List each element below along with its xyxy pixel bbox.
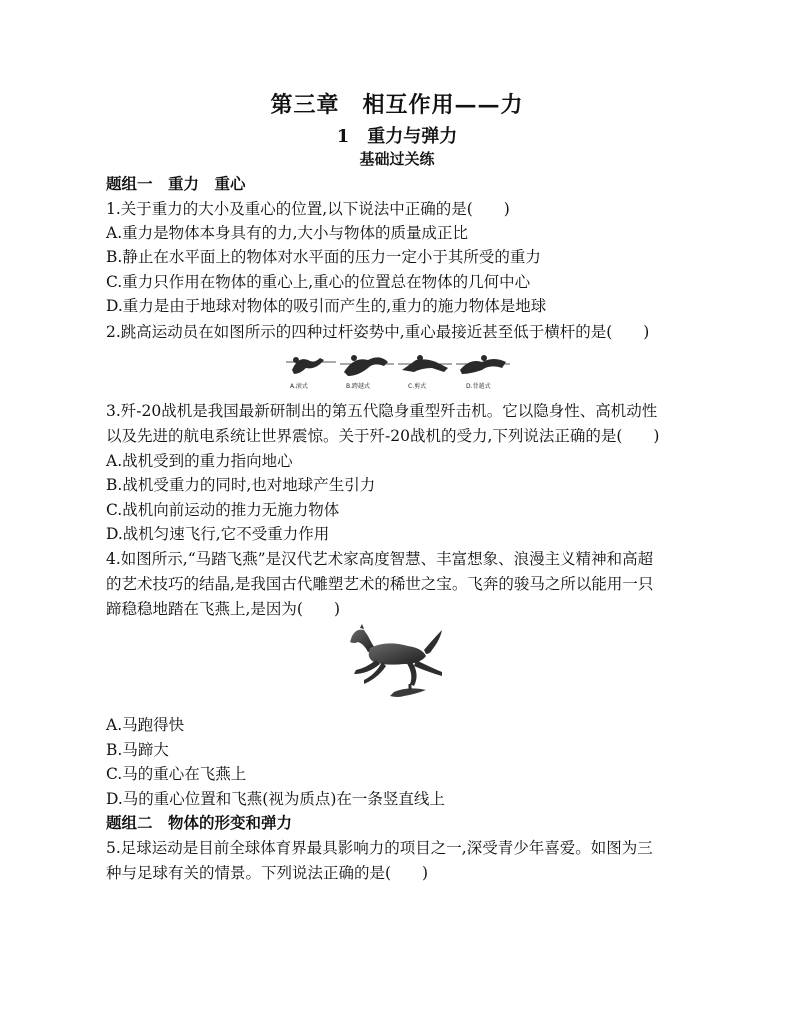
q4-option-c: C.马的重心在飞燕上 [106,765,247,783]
section-title: 1 重力与弹力 [336,126,458,147]
q1-option-d: D.重力是由于地球对物体的吸引而产生的,重力的施力物体是地球 [106,297,547,315]
caption-d: D.背越式 [466,383,491,390]
posture-d-figure [456,355,510,374]
q2-stem: 2.跳高运动员在如图所示的四种过杆姿势中,重心最接近甚至低于横杆的是( ) [106,323,650,341]
q3-option-b: B.战机受重力的同时,也对地球产生引力 [106,476,376,494]
q1-option-c: C.重力只作用在物体的重心上,重心的位置总在物体的几何中心 [106,273,531,291]
galloping-horse-sculpture-figure [342,622,452,706]
q4-stem-line-2: 的艺术技巧的结晶,是我国古代雕塑艺术的稀世之宝。飞奔的骏马之所以能用一只 [106,575,654,593]
q1-stem: 1.关于重力的大小及重心的位置,以下说法中正确的是( ) [106,200,510,218]
q3-stem-line-1: 3.歼-20战机是我国最新研制出的第五代隐身重型歼击机。它以隐身性、高机动性 [106,402,658,420]
chapter-title: 第三章 相互作用——力 [270,92,524,118]
q1-option-b: B.静止在水平面上的物体对水平面的压力一定小于其所受的重力 [106,248,541,266]
q1-option-a: A.重力是物体本身具有的力,大小与物体的质量成正比 [106,224,469,242]
posture-a-figure [286,357,336,374]
caption-a: A.滚式 [290,383,308,390]
posture-c-figure [398,355,452,372]
q4-stem-line-1: 4.如图所示,“马踏飞燕”是汉代艺术家高度智慧、丰富想象、浪漫主义精神和高超 [106,550,654,568]
q4-option-d: D.马的重心位置和飞燕(视为质点)在一条竖直线上 [106,790,445,808]
q3-option-d: D.战机匀速飞行,它不受重力作用 [106,525,330,543]
q3-option-c: C.战机向前运动的推力无施力物体 [106,501,340,519]
q4-option-a: A.马跑得快 [106,716,185,734]
q3-option-a: A.战机受到的重力指向地心 [106,452,293,470]
caption-b: B.跨越式 [346,383,371,390]
q5-stem-line-1: 5.足球运动是目前全球体育界最具影响力的项目之一,深受青少年喜爱。如图为三 [106,839,653,857]
group1-heading: 题组一 重力 重心 [106,174,246,193]
group2-heading: 题组二 物体的形变和弹力 [106,813,293,832]
exercise-subtitle: 基础过关练 [359,150,435,168]
high-jump-postures-figure [284,350,514,392]
posture-b-figure [340,355,394,376]
q3-stem-line-2: 以及先进的航电系统让世界震惊。关于歼-20战机的受力,下列说法正确的是( ) [106,427,660,445]
caption-c: C.剪式 [408,383,427,390]
q4-stem-line-3: 蹄稳稳地踏在飞燕上,是因为( ) [106,600,341,618]
q4-option-b: B.马蹄大 [106,741,169,759]
q5-stem-line-2: 种与足球有关的情景。下列说法正确的是( ) [106,864,429,882]
